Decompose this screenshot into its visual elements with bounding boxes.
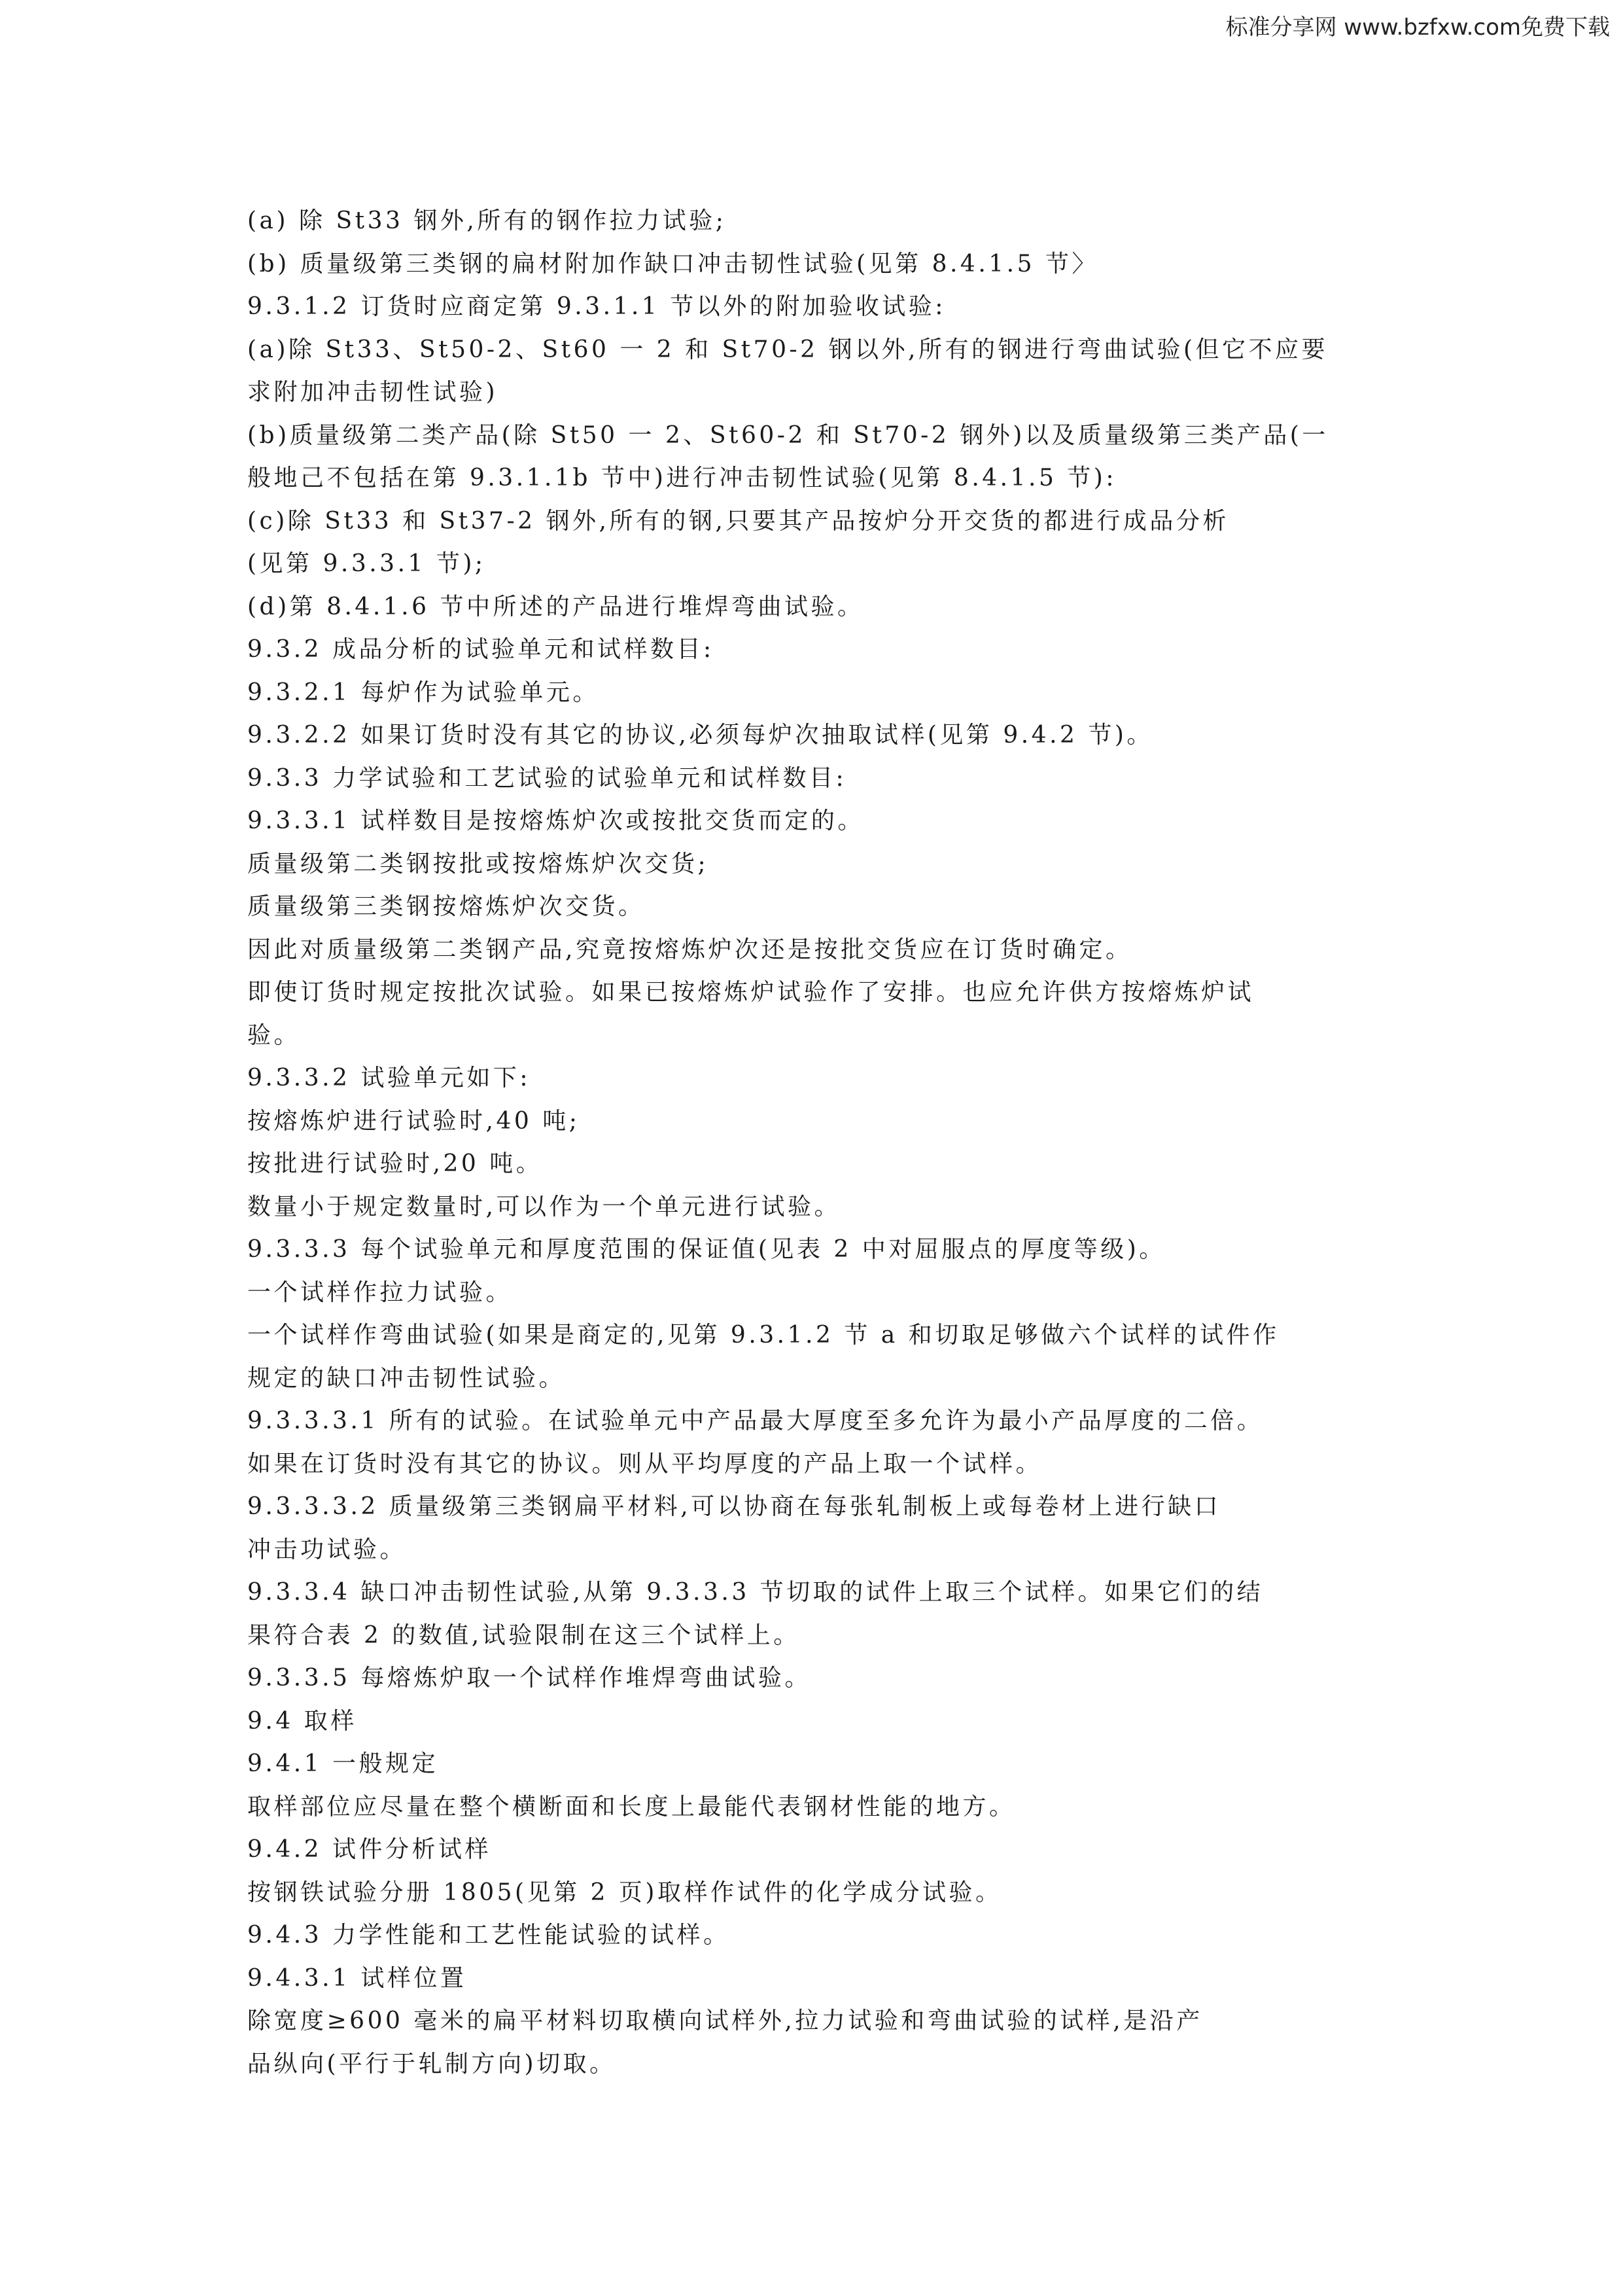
text-line: 般地己不包括在第 9.3.1.1b 节中)进行冲击韧性试验(见第 8.4.1.5 节): [247,465,1117,491]
text-line: 9.3.3.3 每个试验单元和厚度范围的保证值(见表 2 中对屈服点的厚度等级)。 [247,1236,1166,1263]
section-heading: 9.3.2 成品分析的试验单元和试样数目: [247,636,714,663]
text-line: 按批进行试验时,20 吨。 [247,1150,543,1177]
text-line: 9.3.3.5 每熔炼炉取一个试样作堆焊弯曲试验。 [247,1665,811,1691]
text-line: 9.3.3.4 缺口冲击韧性试验,从第 9.3.3.3 节切取的试件上取三个试样。如果它们的结 [247,1579,1264,1606]
text-line: 规定的缺口冲击韧性试验。 [247,1364,566,1392]
text-line: 一个试样作弯曲试验(如果是商定的,见第 9.3.1.2 节 a 和切取足够做六个试样的试件作 [247,1322,1280,1349]
text-line: 验。 [247,1021,301,1049]
text-line: (a) 除 St33 钢外,所有的钢作拉力试验; [247,207,727,234]
text-line: 9.3.3.3.1 所有的试验。在试验单元中产品最大厚度至多允许为最小产品厚度的二倍。 [247,1407,1264,1434]
document-body [247,200,1399,2085]
text-line: 品纵向(平行于轧制方向)切取。 [247,2050,616,2077]
section-heading: 9.4 取样 [247,1707,357,1735]
text-line: 如果在订货时没有其它的协议。则从平均厚度的产品上取一个试样。 [247,1450,1043,1477]
text-line: 9.3.2.2 如果订货时没有其它的协议,必须每炉次抽取试样(见第 9.4.2 节)。 [247,722,1153,749]
text-line: 质量级第三类钢按熔炼炉次交货。 [247,893,645,920]
text-line: 冲击功试验。 [247,1536,407,1563]
section-heading: 9.3.3 力学试验和工艺试验的试验单元和试样数目: [247,764,847,792]
text-line: (c)除 St33 和 St37-2 钢外,所有的钢,只要其产品按炉分开交货的都进行成品分析 [247,507,1229,535]
text-line: 即使订货时规定按批次试验。如果已按熔炼炉试验作了安排。也应允许供方按熔炼炉试 [247,979,1255,1006]
text-line: 9.3.3.3.2 质量级第三类钢扁平材料,可以协商在每张轧制板上或每卷材上进行缺口 [247,1493,1221,1520]
text-line: 9.3.2.1 每炉作为试验单元。 [247,679,599,706]
text-line: 因此对质量级第二类钢产品,究竟按熔炼炉次还是按批交货应在订货时确定。 [247,936,1132,963]
text-line: 数量小于规定数量时,可以作为一个单元进行试验。 [247,1193,841,1220]
section-heading: 9.4.2 试件分析试样 [247,1836,492,1863]
section-heading: 9.4.3 力学性能和工艺性能试验的试样。 [247,1922,730,1949]
text-line: 9.3.3.1 试样数目是按熔炼炉次或按批交货而定的。 [247,807,864,834]
text-line: 果符合表 2 的数值,试验限制在这三个试样上。 [247,1621,800,1649]
text-line: 按熔炼炉进行试验时,40 吨; [247,1107,580,1135]
text-line: (b) 质量级第三类钢的扁材附加作缺口冲击韧性试验(见第 8.4.1.5 节〉 [247,250,1098,277]
text-line: 求附加冲击韧性试验) [247,379,498,406]
section-heading: 9.4.1 一般规定 [247,1750,439,1777]
text-line: 质量级第二类钢按批或按熔炼炉次交货; [247,850,709,877]
text-line: 9.3.1.2 订货时应商定第 9.3.1.1 节以外的附加验收试验: [247,293,946,320]
text-line: 取样部位应尽量在整个横断面和长度上最能代表钢材性能的地方。 [247,1793,1016,1820]
text-line: (a)除 St33、St50-2、St60 一 2 和 St70-2 钢以外,所有的钢进行弯曲试验(但它不应要 [247,336,1328,363]
text-line: 除宽度≥600 毫米的扁平材料切取横向试样外,拉力试验和弯曲试验的试样,是沿产 [247,2007,1203,2034]
text-line: (d)第 8.4.1.6 节中所述的产品进行堆焊弯曲试验。 [247,593,864,620]
section-heading: 9.4.3.1 试样位置 [247,1964,467,1992]
text-line: 9.3.3.2 试验单元如下: [247,1065,531,1091]
watermark-text: 标准分享网 www.bzfxw.com免费下载 [1225,14,1610,41]
text-line: 按钢铁试验分册 1805(见第 2 页)取样作试件的化学成分试验。 [247,1879,1002,1906]
text-line: (见第 9.3.3.1 节); [247,550,486,577]
text-line: (b)质量级第二类产品(除 St50 一 2、St60-2 和 St70-2 钢外)以及质量级第三类产品(一 [247,421,1329,449]
text-line: 一个试样作拉力试验。 [247,1279,513,1306]
